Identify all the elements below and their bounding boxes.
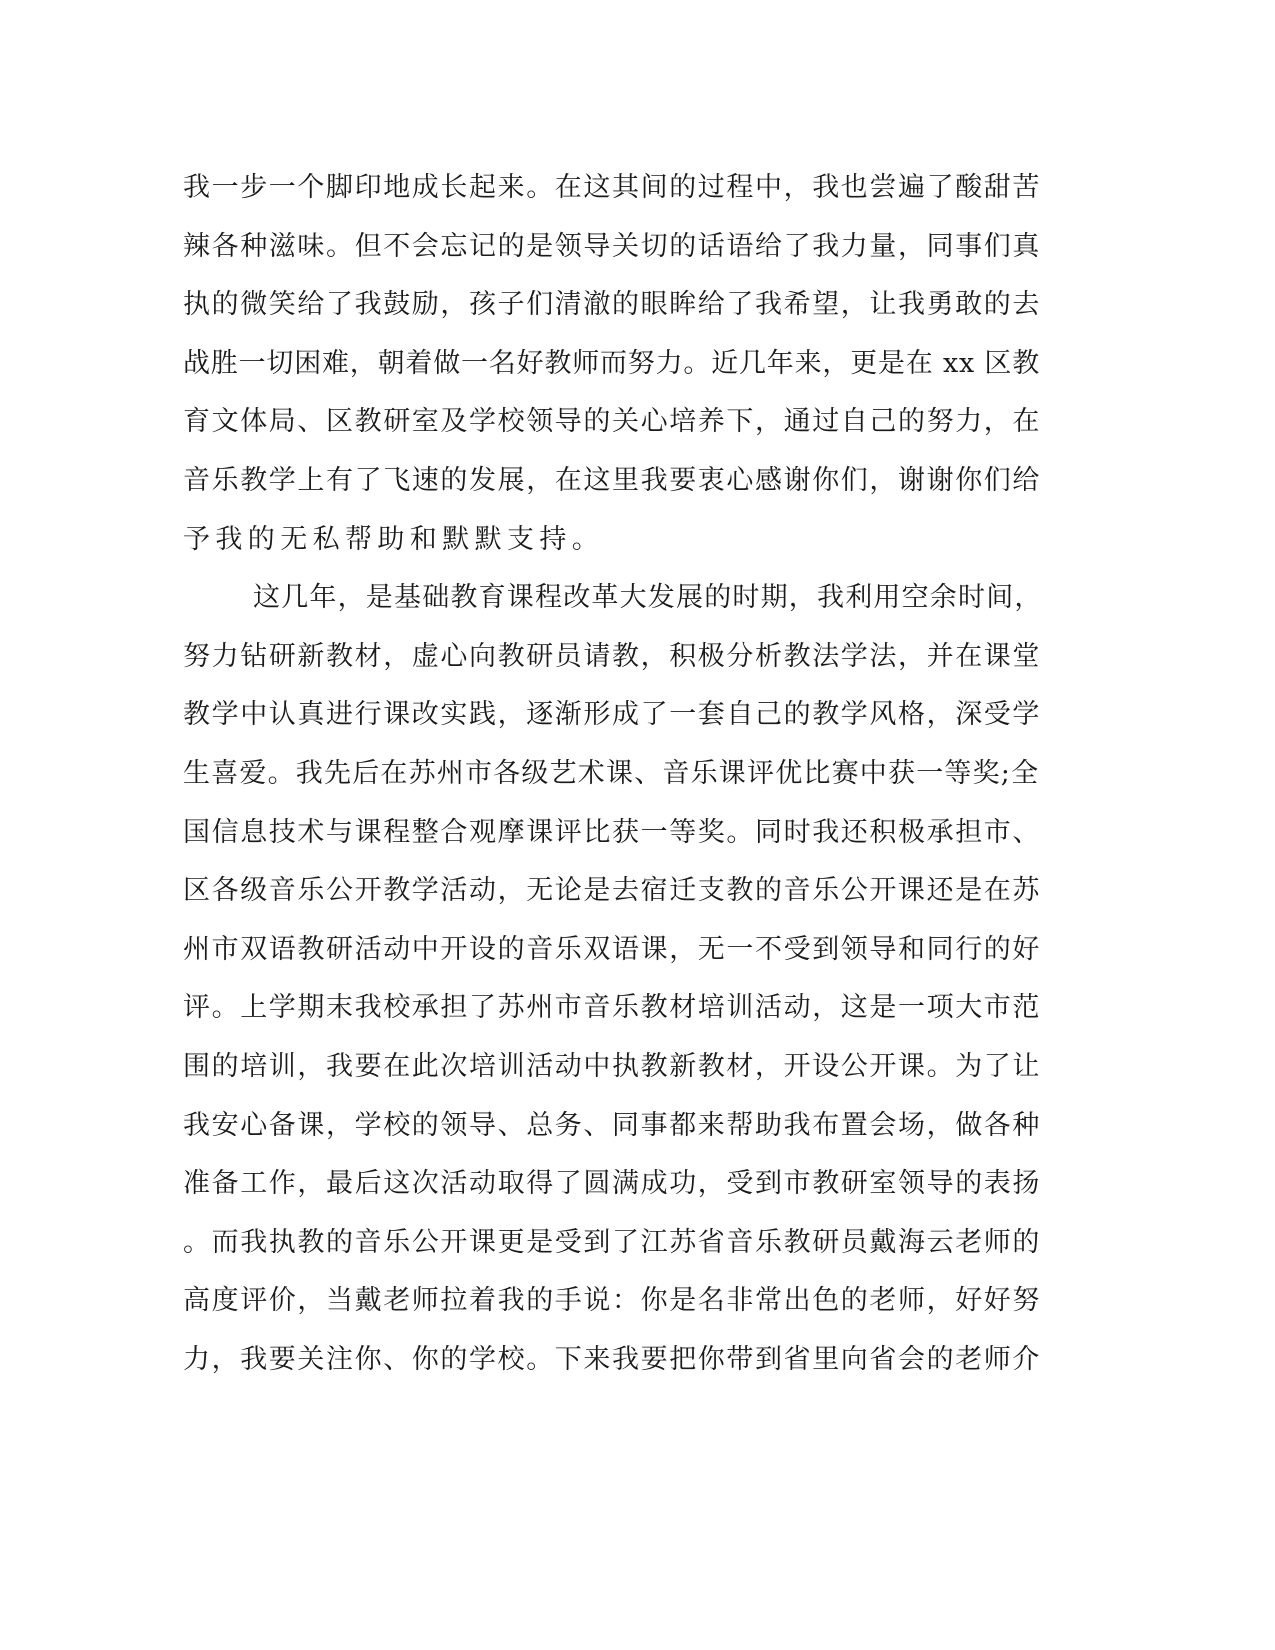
text-line: 教学中认真进行课改实践，逐渐形成了一套自己的教学风格，深受学 <box>183 699 1041 731</box>
text-line: 执的微笑给了我鼓励，孩子们清澈的眼眸给了我希望，让我勇敢的去 <box>183 289 1041 321</box>
text-line: 音乐教学上有了飞速的发展，在这里我要衷心感谢你们，谢谢你们给 <box>183 464 1041 496</box>
text-line: 我安心备课，学校的领导、总务、同事都来帮助我布置会场，做各种 <box>183 1109 1041 1141</box>
text-line: 生喜爱。我先后在苏州市各级艺术课、音乐课评优比赛中获一等奖;全 <box>183 757 1040 789</box>
text-line: 国信息技术与课程整合观摩课评比获一等奖。同时我还积极承担市、 <box>183 816 1041 848</box>
text-line: 。而我执教的音乐公开课更是受到了江苏省音乐教研员戴海云老师的 <box>183 1226 1041 1258</box>
text-line: 州市双语教研活动中开设的音乐双语课，无一不受到领导和同行的好 <box>183 933 1041 965</box>
text-line: 评。上学期末我校承担了苏州市音乐教材培训活动，这是一项大市范 <box>183 992 1041 1024</box>
text-line: 围的培训，我要在此次培训活动中执教新教材，开设公开课。为了让 <box>183 1050 1041 1082</box>
text-line: 战胜一切困难，朝着做一名好教师而努力。近几年来，更是在 xx 区教 <box>183 347 1041 379</box>
text-line: 辣各种滋味。但不会忘记的是领导关切的话语给了我力量，同事们真 <box>183 230 1041 262</box>
text-line: 准备工作，最后这次活动取得了圆满成功，受到市教研室领导的表扬 <box>183 1168 1041 1200</box>
text-line: 区各级音乐公开教学活动，无论是去宿迁支教的音乐公开课还是在苏 <box>183 875 1041 907</box>
text-line: 力，我要关注你、你的学校。下来我要把你带到省里向省会的老师介 <box>183 1343 1041 1375</box>
paragraph-first-line: 这几年，是基础教育课程改革大发展的时期，我利用空余时间， <box>253 582 1043 614</box>
text-line: 育文体局、区教研室及学校领导的关心培养下，通过自己的努力，在 <box>183 406 1041 438</box>
text-line: 我一步一个脚印地成长起来。在这其间的过程中，我也尝遍了酸甜苦 <box>183 172 1041 203</box>
text-line: 努力钻研新教材，虚心向教研员请教，积极分析教法学法，并在课堂 <box>183 640 1041 672</box>
text-line: 予我的无私帮助和默默支持。 <box>183 523 605 555</box>
body-text <box>183 159 1043 1389</box>
text-line: 高度评价，当戴老师拉着我的手说：你是名非常出色的老师，好好努 <box>183 1285 1041 1317</box>
